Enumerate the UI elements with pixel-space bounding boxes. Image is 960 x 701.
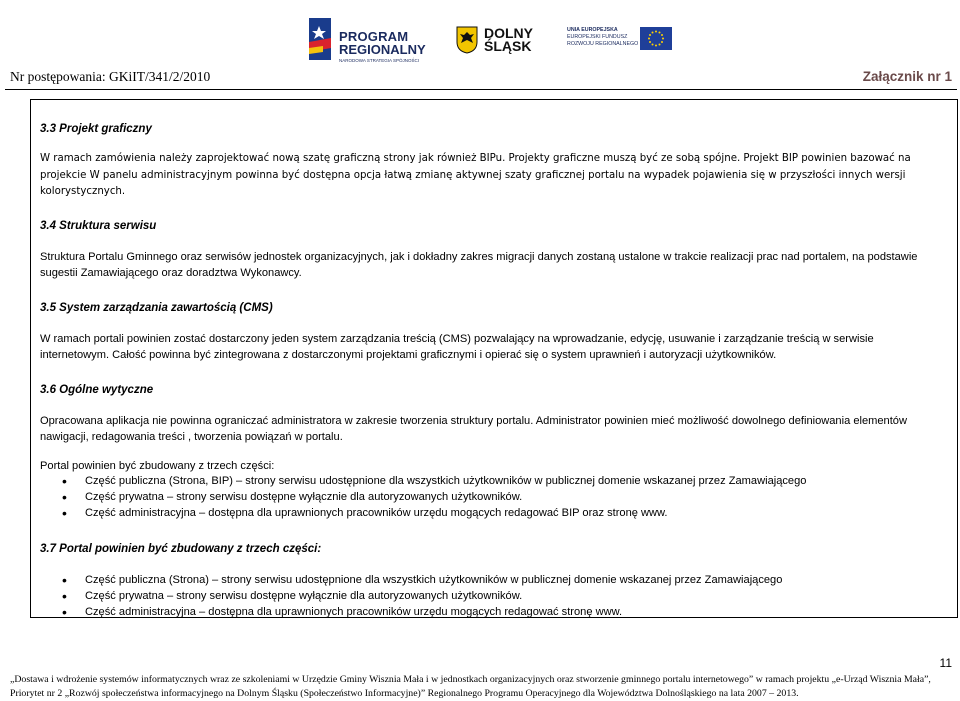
list-item: • Część prywatna – strony serwisu dostępne wyłącznie dla autoryzowanych użytkowników. [40, 588, 782, 604]
eu-line3: ROZWOJU REGIONALNEGO [567, 41, 639, 47]
regionalny-label: REGIONALNY [339, 42, 426, 57]
list-item: • Część administracyjna – dostępna dla uprawnionych pracowników urzędu mogących redagować BIP oraz stronę www. [40, 505, 806, 521]
dolny-slask-logo [456, 26, 548, 56]
footer-line-1: „Dostawa i wdrożenie systemów informatycznych wraz ze szkoleniami w Urzędzie Gminy Wisznia Mała i w jednostkach organizacyjnych oraz stworzenie gminnego portalu internetowego” w ramach projektu „e-Urząd Wisznia Mała”, [10, 674, 931, 685]
section-3-5-title: 3.5 System zarządzania zawartością (CMS) [40, 302, 273, 314]
footer [10, 673, 931, 701]
list-item: • Część publiczna (Strona) – strony serwisu udostępnione dla wszystkich użytkowników w publicznej domenie wskazanej przez Zamawiającego [40, 572, 782, 588]
page-number: 11 [939, 656, 952, 670]
program-regionalny-mark-icon [305, 18, 335, 60]
section-3-4-text: Struktura Portalu Gminnego oraz serwisów jednostek organizacyjnych, jak i dokładny zakres migracji danych zostaną ustalone w trakcie realizacji prac nad portalem, na podstawie sugestii Zamawiającego oraz doradztwa Wykonawcy. [40, 251, 918, 280]
eagle-shield-icon [456, 26, 478, 54]
section-3-5-text: W ramach portali powinien zostać dostarczony jeden system zarządzania treścią (CMS) pozwalający na wprowadzanie, edycję, usuwanie i zarządzanie treścią w serwisie internetowym. Całość powinna być zintegrowana z dostarczonymi projektami graficznymi i opierać się o system uprawnień i autoryzacji użytkowników. [40, 333, 874, 362]
section-3-6-intro: Portal powinien być zbudowany z trzech części: [40, 460, 275, 472]
case-number: Nr postępowania: GKiIT/341/2/2010 [10, 69, 211, 84]
section-3-3-title: 3.3 Projekt graficzny [40, 123, 152, 135]
program-label: PROGRAM [339, 29, 409, 44]
list-item: • Część prywatna – strony serwisu dostępne wyłącznie dla autoryzowanych użytkowników. [40, 489, 806, 505]
section-3-7-list [40, 572, 782, 621]
eu-line2: EUROPEJSKI FUNDUSZ [567, 34, 628, 40]
header-divider [5, 89, 957, 90]
footer-line-2: Priorytet nr 2 „Rozwój społeczeństwa informacyjnego na Dolnym Śląsku (Społeczeństwo Informacyjne)” Regionalnego Programu Operacyjnego dla Województwa Dolnośląskiego na lata 2007 – 2013. [10, 688, 799, 699]
section-3-6-title: 3.6 Ogólne wytyczne [40, 384, 154, 396]
strategia-label: NARODOWA STRATEGIA SPÓJNOŚCI [339, 58, 420, 63]
eu-flag-icon [640, 27, 672, 50]
attachment-label: Załącznik nr 1 [862, 69, 952, 84]
program-regionalny-logo [305, 18, 455, 64]
list-item: • Część publiczna (Strona, BIP) – strony serwisu udostępnione dla wszystkich użytkowników w publicznej domenie wskazanej przez Zamawiającego [40, 473, 806, 489]
section-3-6-text: Opracowana aplikacja nie powinna ograniczać administratora w zakresie tworzenia struktury portalu. Administrator powinien mieć możliwość dowolnego definiowania elementów nawigacji, redagowania treści , tworzenia powiązań w portalu. [40, 415, 907, 444]
section-3-3-text: W ramach zamówienia należy zaprojektować nową szatę graficzną strony jak również BIPu. Projekty graficzne muszą być ze sobą spójne. Projekt BIP powinien bazować na projekcie W panelu administracyjnym powinna być dostępna opcja łatwą zmianę aktywnej szaty graficznej portalu na wypadek pojawienia się w przyszłości innych wersji kolorystycznych. [40, 153, 911, 197]
slask-label: ŚLĄSK [484, 38, 532, 54]
logo-band [283, 0, 679, 70]
section-3-7-title: 3.7 Portal powinien być zbudowany z trzech części: [40, 543, 322, 555]
eu-line1: UNIA EUROPEJSKA [567, 27, 618, 33]
eu-logo [567, 25, 673, 55]
section-3-6-list [40, 473, 806, 522]
dolny-label: DOLNY [484, 25, 533, 41]
eu-text [567, 27, 638, 48]
section-3-4-title: 3.4 Struktura serwisu [40, 220, 157, 232]
list-item: • Część administracyjna – dostępna dla uprawnionych pracowników urzędu mogących redagować stronę www. [40, 604, 782, 620]
